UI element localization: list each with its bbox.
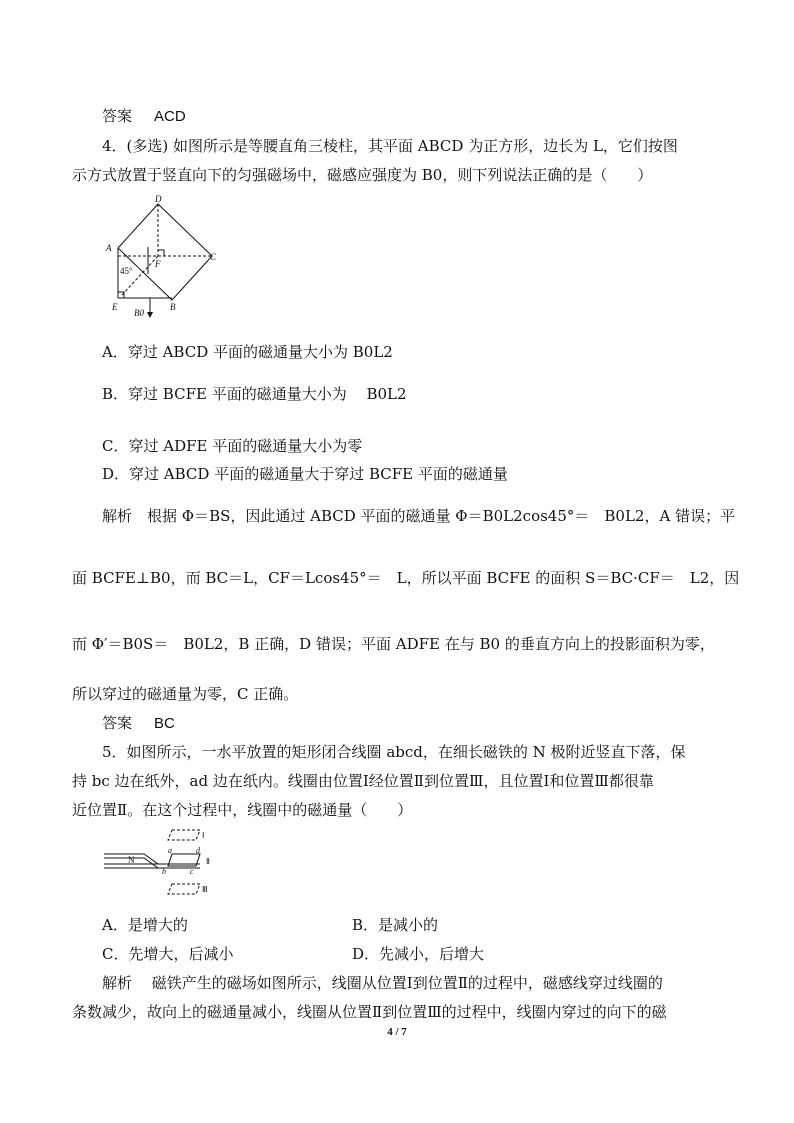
q5-analysis-line2: 条数减少，故向上的磁通量减小，线圈从位置Ⅱ到位置Ⅲ的过程中，线圈内穿过的向下的磁 [72, 1003, 667, 1021]
q4-stem-line1: 4．(多选) 如图所示是等腰直角三棱柱，其平面 ABCD 为正方形，边长为 L，它们按图 [102, 137, 678, 155]
q5-option-a: A．是增大的 [102, 916, 188, 934]
q4-prism-figure [100, 192, 230, 324]
q5-analysis-line1: 解析 磁铁产生的磁场如图所示，线圈从位置Ⅰ到位置Ⅱ的过程中，磁感线穿过线圈的 [102, 974, 663, 992]
q4-analysis-line2: 面 BCFE⊥B0，而 BC＝L，CF＝Lcos45°＝ L，所以平面 BCFE 的面积 S＝BC·CF＝ L2，因 [72, 569, 740, 587]
q5-option-b: B．是减小的 [352, 916, 439, 934]
label-a: a [168, 846, 172, 855]
q4-analysis-line1: 解析 根据 Φ＝BS，因此通过 ABCD 平面的磁通量 Φ＝B0L2cos45°＝ B0L2，A 错误；平 [102, 507, 736, 525]
q4-option-d: D．穿过 ABCD 平面的磁通量大于穿过 BCFE 平面的磁通量 [102, 465, 508, 483]
label-pos2: Ⅱ [206, 857, 210, 866]
label-c: C [210, 252, 217, 262]
label-n: N [128, 855, 135, 865]
answer-label: 答案 [102, 714, 133, 732]
label-pos3: Ⅲ [202, 885, 208, 894]
label-a: A [106, 243, 112, 253]
q5-option-c: C．先增大，后减小 [102, 945, 234, 963]
q4-analysis-line4: 所以穿过的磁通量为零，C 正确。 [72, 685, 299, 703]
label-b: B [170, 302, 176, 312]
label-e: E [112, 302, 118, 312]
prev-answer [102, 106, 186, 127]
q4-option-b: B．穿过 BCFE 平面的磁通量大小为 B0L2 [102, 385, 407, 403]
label-pos1: Ⅰ [202, 831, 205, 840]
answer-label: 答案 [102, 107, 133, 125]
label-f: F [155, 259, 161, 269]
q5-stem-line1: 5．如图所示，一水平放置的矩形闭合线圈 abcd，在细长磁铁的 N 极附近竖直下落，保 [102, 743, 686, 761]
label-c: c [190, 867, 194, 876]
answer-value: BC [154, 715, 175, 732]
label-d: d [196, 846, 200, 855]
label-45: 45° [120, 266, 133, 276]
label-b0: B0 [134, 308, 144, 318]
q4-answer [102, 713, 175, 734]
q4-option-a: A．穿过 ABCD 平面的磁通量大小为 B0L2 [102, 343, 393, 361]
q4-analysis-line3: 而 Φ′＝B0S＝ B0L2，B 正确，D 错误；平面 ADFE 在与 B0 的垂直方向上的投影面积为零， [72, 635, 715, 653]
q5-stem-line3: 近位置Ⅱ。在这个过程中，线圈中的磁通量（ ） [72, 801, 413, 819]
page-number: 4 / 7 [387, 1026, 407, 1038]
square-abcd [118, 204, 212, 300]
answer-value: ACD [154, 108, 186, 125]
q5-stem-line2: 持 bc 边在纸外，ad 边在纸内。线圈由位置Ⅰ经位置Ⅱ到位置Ⅲ，且位置Ⅰ和位置Ⅲ都很靠 [72, 772, 654, 790]
q5-magnet-figure [104, 826, 220, 902]
q4-stem-line2: 示方式放置于竖直向下的匀强磁场中，磁感应强度为 B0，则下列说法正确的是（ ） [72, 166, 653, 184]
label-b: b [162, 867, 166, 876]
q5-option-d: D．先减小，后增大 [352, 945, 485, 963]
label-d: D [155, 194, 162, 204]
q4-option-c: C．穿过 ADFE 平面的磁通量大小为零 [102, 437, 363, 455]
